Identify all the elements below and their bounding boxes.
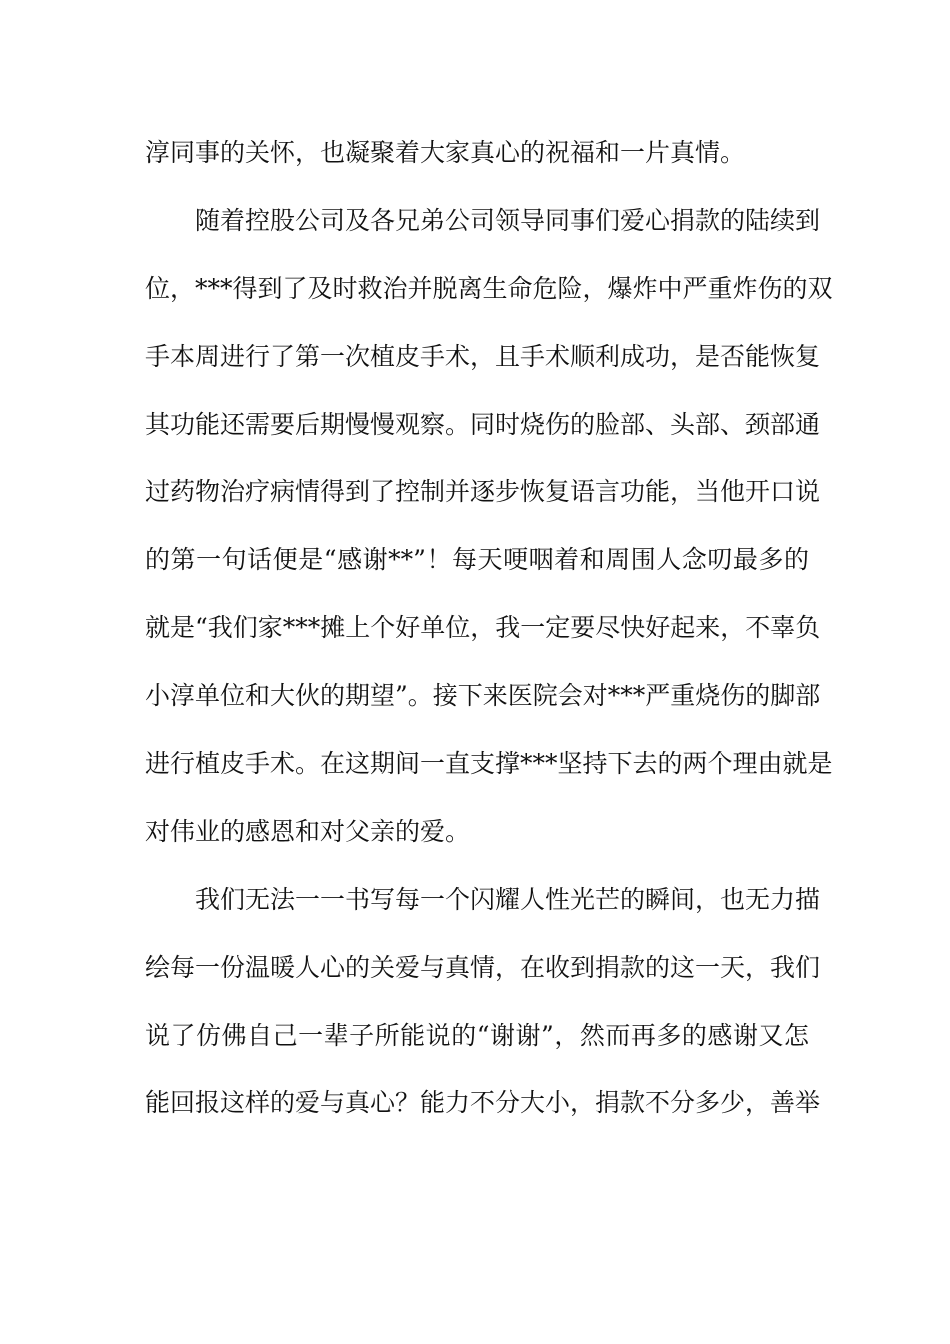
paragraph-line: 小淳单位和大伙的期望”。接下来医院会对***严重烧伤的脚部: [145, 681, 821, 711]
paragraph-line: 淳同事的关怀，也凝聚着大家真心的祝福和一片真情。: [145, 138, 746, 167]
paragraph-line: 随着控股公司及各兄弟公司领导同事们爱心捐款的陆续到: [195, 205, 821, 235]
paragraph-line: 手本周进行了第一次植皮手术，且手术顺利成功，是否能恢复: [145, 341, 821, 371]
paragraph-line: 绘每一份温暖人心的关爱与真情，在收到捐款的这一天，我们: [145, 952, 821, 982]
paragraph-line: 我们无法一一书写每一个闪耀人性光芒的瞬间，也无力描: [195, 884, 821, 914]
paragraph-line: 过药物治疗病情得到了控制并逐步恢复语言功能，当他开口说: [145, 477, 821, 507]
paragraph-line: 其功能还需要后期慢慢观察。同时烧伤的脸部、头部、颈部通: [145, 409, 821, 439]
paragraph-line: 位，***得到了及时救治并脱离生命危险，爆炸中严重炸伤的双: [145, 273, 833, 303]
paragraph-line: 能回报这样的爱与真心？能力不分大小，捐款不分多少，善举: [145, 1088, 821, 1118]
paragraph-line: 就是“我们家***摊上个好单位，我一定要尽快好起来，不辜负: [145, 613, 821, 643]
paragraph-line: 的第一句话便是“感谢**”！每天哽咽着和周围人念叨最多的: [145, 545, 809, 575]
paragraph-line: 对伟业的感恩和对父亲的爱。: [145, 816, 471, 846]
paragraph-line: 进行植皮手术。在这期间一直支撑***坚持下去的两个理由就是: [145, 749, 833, 779]
paragraph-line: 说了仿佛自己一辈子所能说的“谢谢”，然而再多的感谢又怎: [145, 1020, 809, 1050]
document-body: [145, 124, 833, 1142]
